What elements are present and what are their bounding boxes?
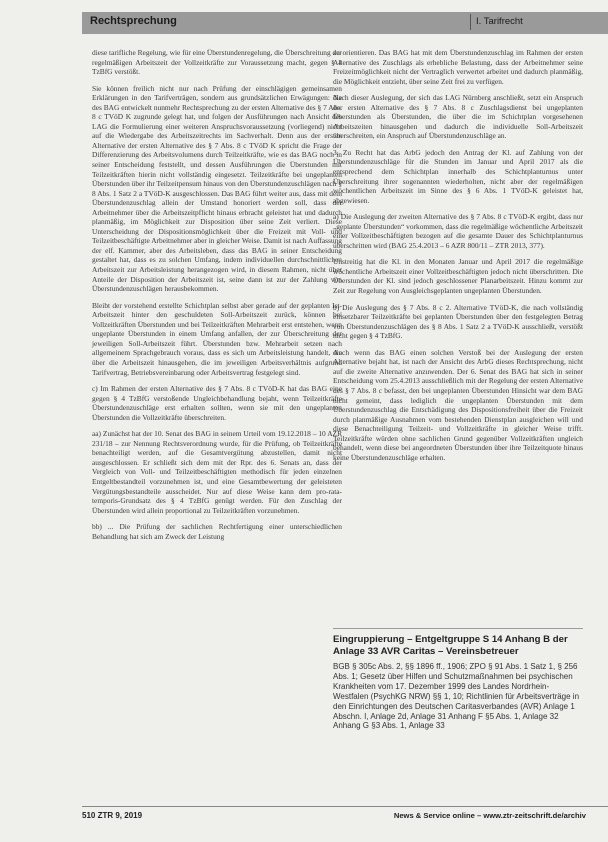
- paragraph: Sie können freilich nicht nur nach Prüfung der einschlägigen gemeinsamen Erklärungen in den Tarifverträgen, sondern aus grundsätzlichen Erwägungen: die des BAG entwickelt nunmehr Rechtsprechung zu der ersten Alternative des § 7 Abs. 8 c TVöD K zugrunde gelegt hat, und folgen der Ausführungen nach Ansicht des LAG die Formulierung einer weiteren Anspruchsvoraussetzung (vorliegend) nicht auf die Wiedergabe des Arbeitszeitrechts im Sachverhalt. Denn aus der ersten Alternative der ersten Alternative des § 7 Abs. 8 c TVöD K spricht die Frage der Differenzierung des Arbeitsvolumens durch Teilzeitkräfte, wie es das BAG noch in seiner Entscheidung feststellt, und dessen Ausführungen die Überstunden mit Teilzeitkräften hierin nicht vollständig eingesetzt. Teilzeitkräfte bei ungeplanten Überstunden über ihr Teilzeitpensum hinaus von den Überstundenzuschlägen nach § 8 Abs. 1 Satz 2 a TVöD-K ausgeschlossen. Das BAG führt weiter aus, dass mit dem Überstundenzuschlag allein der Umstand honoriert werden soll, dass der Arbeitnehmer über die Arbeitszeitpflicht hinaus erbracht geleistet hat und dadurch planmäßig, im Möglichkeit zur Disposition über seine Zeit verliert. Diese Unterscheidung der Dispositionsmöglichkeit über die Freizeit mit Voll- und Teilzeitbeschäftigte Arbeitnehmer aber in gleicher Weise. Damit ist nach Auffassung der elf. Kammer, aber des Arbeitsleben, dass das BAG in seiner Entscheidung gestaltet hat, dass es zu solchen Umfang, indem individuellen durchschnittlichen Arbeitszeit zur Arbeitsleistung herangezogen wird, in diesem Rahmen, nicht über Anteile der Disposition der Arbeitszeit ist, seine dann ist zur der Zahlung von Überstundenzuschlägen herausbekommen.: [92, 83, 342, 294]
- paragraph: Auch wenn das BAG einen solchen Verstoß bei der Auslegung der ersten Alternative bejaht hat, ist nach der Ansicht des ArbG dieses Rechtsprechung, nicht auf die zweite Alternative anzuwenden. Der 6. Senat des BAG hat sich in seiner Entscheidung vom 25.4.2013 ausschließlich mit der Regelung der ersten Alternative des § 7 Abs. 8 c befasst, den bei ungeplanten Überstunden Hinsicht war dem BAG nicht gemeint, dass lediglich die ungeplanten Überstunden mit dem Überstundenzuschlag die Entschädigung des Dispositionsfreiheit über die Freizeit durch planmäßige Ausnahmen vom bestehenden Dienstplan ausgleichen will und diese Benachteiligung Teilzeit- und Vollzeitkräfte in gleicher Weise trifft. Teilzeitkräfte würden ohne sachlichen Grund gegenüber Vollzeitkräften ungleich behandelt, wenn diese bei angeordneten Überstunden über ihre Teilzeitquote hinaus keine Überstundenzuschläge erhalten.: [333, 347, 583, 462]
- section-divider: [333, 628, 583, 629]
- paragraph: a) Die Auslegung der zweiten Alternative des § 7 Abs. 8 c TVöD-K ergibt, dass nur „geplante Überstunden“ vorkommen, dass die regelmäßige wöchentliche Arbeitszeit einer Vollzeitbeschäftigten bezogen auf die gesamte Dauer des Schichtplanturnus überschritten wird (BAG 25.4.2013 – 6 AZR 800/11 – ZTR 2013, 377).: [333, 212, 583, 250]
- paragraph: c) Im Rahmen der ersten Alternative des § 7 Abs. 8 c TVöD-K hat das BAG eine gegen § 4 TzBfG verstoßende Ungleichbehandlung bejaht, wenn Teilzeitkräfte Überstundenzuschläge erst erhalten sollten, wenn sie mit den ungeplanten Überstunden die Vollzeitkräfte überschreiten.: [92, 384, 342, 422]
- paragraph: Bleibt der vorstehend erstellte Schichtplan selbst aber gerade auf der geplanten Ist-Arbeitszeit hinter den geschuldeten Soll-Arbeitszeit zurück, können bei Vollzeitkräften Überstunden und bei Teilzeitkräften Mehrarbeit erst entstehen, wenn ungeplante Überstunden in einem Umfang anfallen, der zur Überschreitung der jeweiligen Soll-Arbeitszeit führt. Überstunden bzw. Mehrarbeit setzen nach allgemeinem Sprachgebrauch voraus, dass es sich um Arbeitsleistung handelt, die über die Arbeitszeit hinausgehen, die im jeweiligen Arbeitsverhältnis aufgrund Tarifvertrag, Betriebsvereinbarung oder Arbeitsvertrag festgelegt sind.: [92, 300, 342, 377]
- left-column: [92, 48, 342, 548]
- legal-norms: BGB § 305c Abs. 2, §§ 1896 ff., 1906; ZPO § 91 Abs. 1 Satz 1, § 256 Abs. 1; Gesetz über Hilfen und Schutzmaßnahmen bei psychischen Krankheiten vom 17. Dezember 1999 des Landes Nordrhein-Westfalen (PsychKG NRW) §§ 1, 10; Richtlinien für Arbeitsverträge in den Einrichtungen des Deutschen Caritasverbandes (AVR) Anlage 1 Abschn. I, Anlage 2d, Anlage 31 Anhang F §5 Abs. 1, Anlage 32 Anhang G §3 Abs. 1, Anlage 33: [333, 662, 580, 731]
- page-number: 510 ZTR 9, 2019: [82, 811, 143, 820]
- paragraph: aa) Zunächst hat der 10. Senat des BAG in seinem Urteil vom 19.12.2018 – 10 AZR 231/18 – zur Nennung Rechtsverordnung wurde, für die Prüfung, ob Teilzeitkräfte benachteiligt werden, auf die Gesamtvergütung abzustellen, damit nicht ausgeschlossen. Er schließt sich dem mit der Rpr. des 6. Senats an, dass der Vergleich von Voll- und Teilzeitbeschäftigten methodisch für jeden einzelnen Entgeltbestandteil vorzunehmen ist, und eine Gesamtbewertung der geleisteten Vergütungsbestandteile ausscheidet. Nur auf diese Weise kann dem pro-rata-temporis-Grundsatz des § 4 TzBfG genügt werden. Für den Zuschlag der Überstunden wird allein proportional zu Teilzeitkräften vorzunehmen.: [92, 429, 342, 515]
- section-title: Rechtsprechung: [90, 15, 177, 27]
- paragraph: b) Die Auslegung des § 7 Abs. 8 c 2. Alternative TVöD-K, die nach vollständig einsetzbarer Teilzeitkräfte bei geplanten Überstunden über den festgelegten Betrag von Überstundenzuschlägen des § 8 Abs. 1 Satz 2 a TVöD-K ausschließt, verstößt nicht gegen § 4 TzBfG.: [333, 302, 583, 341]
- header-divider: [470, 14, 471, 30]
- paragraph: Unstreitig hat die Kl. in den Monaten Januar und April 2017 die regelmäßige wöchentliche Arbeitszeit einer Vollzeitbeschäftigten jedoch nicht überschritten. Die Überstunden der Kl. sind jedoch geschlossener Planarbeitszeit. Hinzu kommt zur Zeit zur Regelung von Ausgleichsgeplanten ungeplanten Überstunden.: [333, 257, 583, 296]
- paragraph: zu orientieren. Das BAG hat mit dem Überstundenzuschlag im Rahmen der ersten Alternative des Zuschlags als erhebliche Belastung, dass der Arbeitnehmer seine Freizeitmöglichkeit nicht der Vertraglich verwertet arbeitet und dadurch planmäßig, die Möglichkeit entzieht, über seine Zeit frei zu verfügen.: [333, 48, 583, 86]
- paragraph: 3. Zu Recht hat das ArbG jedoch den Antrag der Kl. auf Zahlung von der Überstundenzuschläge für die Stunden im Januar und April 2017 als die entsprechend dem Schichtplan innerhalb des Schichtplanturnus unter Überschreitung ihrer sogenannten wiederholten, nicht aber der regelmäßigen wöchentlichen Arbeitszeit im Sinne des § 6 Abs. 1 TVöD-K geleistet hat, abgewiesen.: [333, 147, 583, 205]
- paragraph: bb) ... Die Prüfung der sachlichen Rechtfertigung einer unterschiedlichen Behandlung hat sich am Zweck der Leistung: [92, 522, 342, 541]
- decision-heading: Eingruppierung – Entgeltgruppe S 14 Anhang B der Anlage 33 AVR Caritas – Vereinsbetreuer: [333, 634, 568, 657]
- right-column: [333, 48, 583, 469]
- website-link[interactable]: News & Service online – www.ztr-zeitschrift.de/archiv: [393, 811, 586, 820]
- paragraph: Nach dieser Auslegung, der sich das LAG Nürnberg anschließt, setzt ein Anspruch der ersten Alternative des § 7 Abs. 8 c Zuschlagsdienst bei ungeplanten Überstunden als Überstunden, die über die im Schichtplan vorgesehenen Arbeitszeiten hinausgehen und dadurch die individuelle Soll-Arbeitszeit überschreiten, ein Anspruch auf Überstundenzuschläge an.: [333, 93, 583, 141]
- topic-label: I. Tarifrecht: [476, 16, 523, 27]
- footer-divider: [82, 806, 608, 807]
- paragraph: diese tarifliche Regelung, wie für eine Überstundenregelung, die Überschreitung der regelmäßigen Arbeitszeit der Vollzeitkräfte zur Voraussetzung macht, gegen § 4 TzBfG verstößt.: [92, 48, 342, 77]
